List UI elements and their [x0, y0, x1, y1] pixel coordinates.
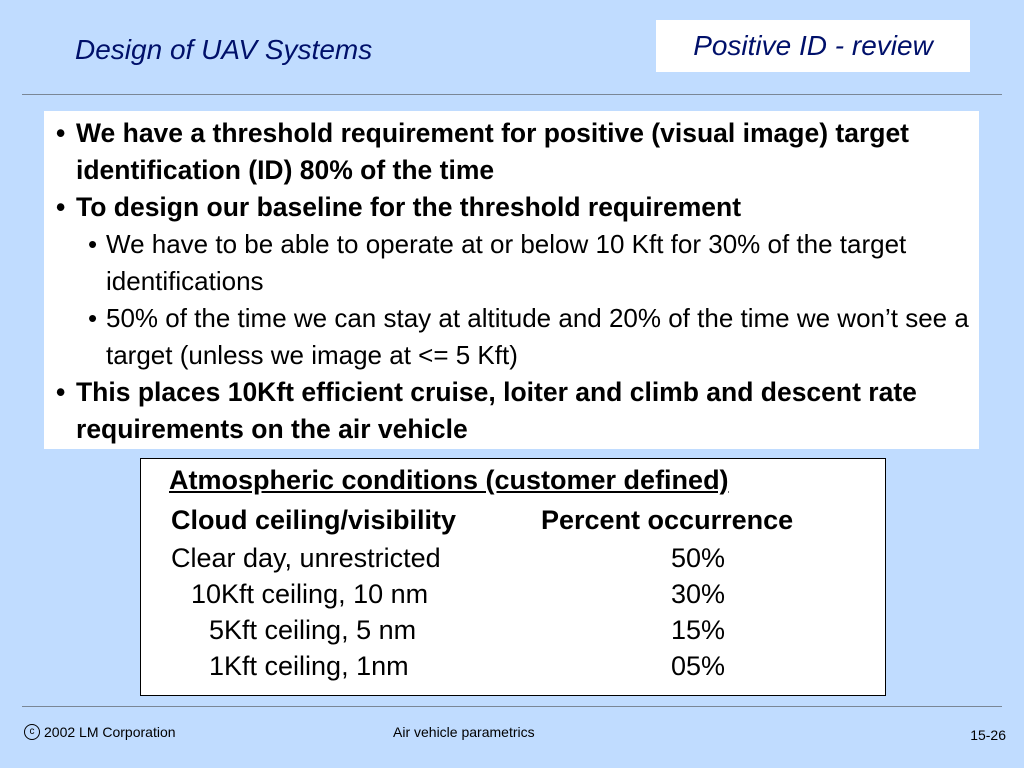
table-heading: Atmospheric conditions (customer defined): [169, 465, 729, 495]
row-condition: Clear day, unrestricted: [171, 543, 441, 573]
table-row: [141, 579, 885, 615]
bullet-dot: •: [56, 377, 66, 407]
sub-bullet-text: We have to be able to operate at or below 10 Kft for 30% of the target identifications: [106, 229, 907, 296]
copyright-text: 2002 LM Corporation: [44, 724, 176, 740]
row-condition: 5Kft ceiling, 5 nm: [209, 615, 417, 645]
column-header-ceiling: Cloud ceiling/visibility: [171, 505, 457, 535]
bullet-dot: •: [88, 229, 98, 259]
row-percent: 30%: [671, 579, 726, 609]
bullet-text: To design our baseline for the threshold requirement: [76, 192, 742, 222]
top-divider: [22, 94, 1002, 95]
bullet-list: [44, 111, 979, 449]
sub-bullet-item: [88, 226, 971, 300]
table-row: [141, 651, 885, 687]
bullet-item: [56, 115, 971, 189]
page-number: 15-26: [970, 727, 1006, 743]
sub-bullet-text: 50% of the time we can stay at altitude and 20% of the time we won’t see a target (unless we image at <= 5 Kft): [106, 303, 969, 370]
row-percent: 15%: [671, 615, 726, 645]
row-condition: 10Kft ceiling, 10 nm: [191, 579, 429, 609]
bullet-dot: •: [56, 192, 66, 222]
row-percent: 05%: [671, 651, 726, 681]
bottom-divider: [22, 706, 1002, 707]
bullet-text: This places 10Kft efficient cruise, loiter and climb and descent rate requirements on the air vehicle: [76, 377, 917, 444]
slide-title: [656, 20, 970, 72]
footer-copyright: [24, 724, 176, 740]
bullet-dot: •: [88, 303, 98, 333]
bullet-item: [56, 189, 971, 226]
column-header-percent: Percent occurrence: [541, 505, 794, 535]
deck-title: Design of UAV Systems: [75, 34, 373, 65]
conditions-table: [140, 458, 886, 696]
bullet-dot: •: [56, 118, 66, 148]
sub-bullet-item: [88, 300, 971, 374]
table-row: [141, 543, 885, 579]
footer-topic: Air vehicle parametrics: [393, 724, 535, 740]
row-percent: 50%: [671, 543, 726, 573]
row-condition: 1Kft ceiling, 1nm: [209, 651, 409, 681]
bullet-item: [56, 374, 971, 448]
slide-title-text: Positive ID - review: [693, 30, 933, 61]
copyright-icon: c: [24, 724, 40, 740]
table-row: [141, 615, 885, 651]
bullet-text: We have a threshold requirement for positive (visual image) target identification (ID) 80% of the time: [76, 118, 910, 185]
